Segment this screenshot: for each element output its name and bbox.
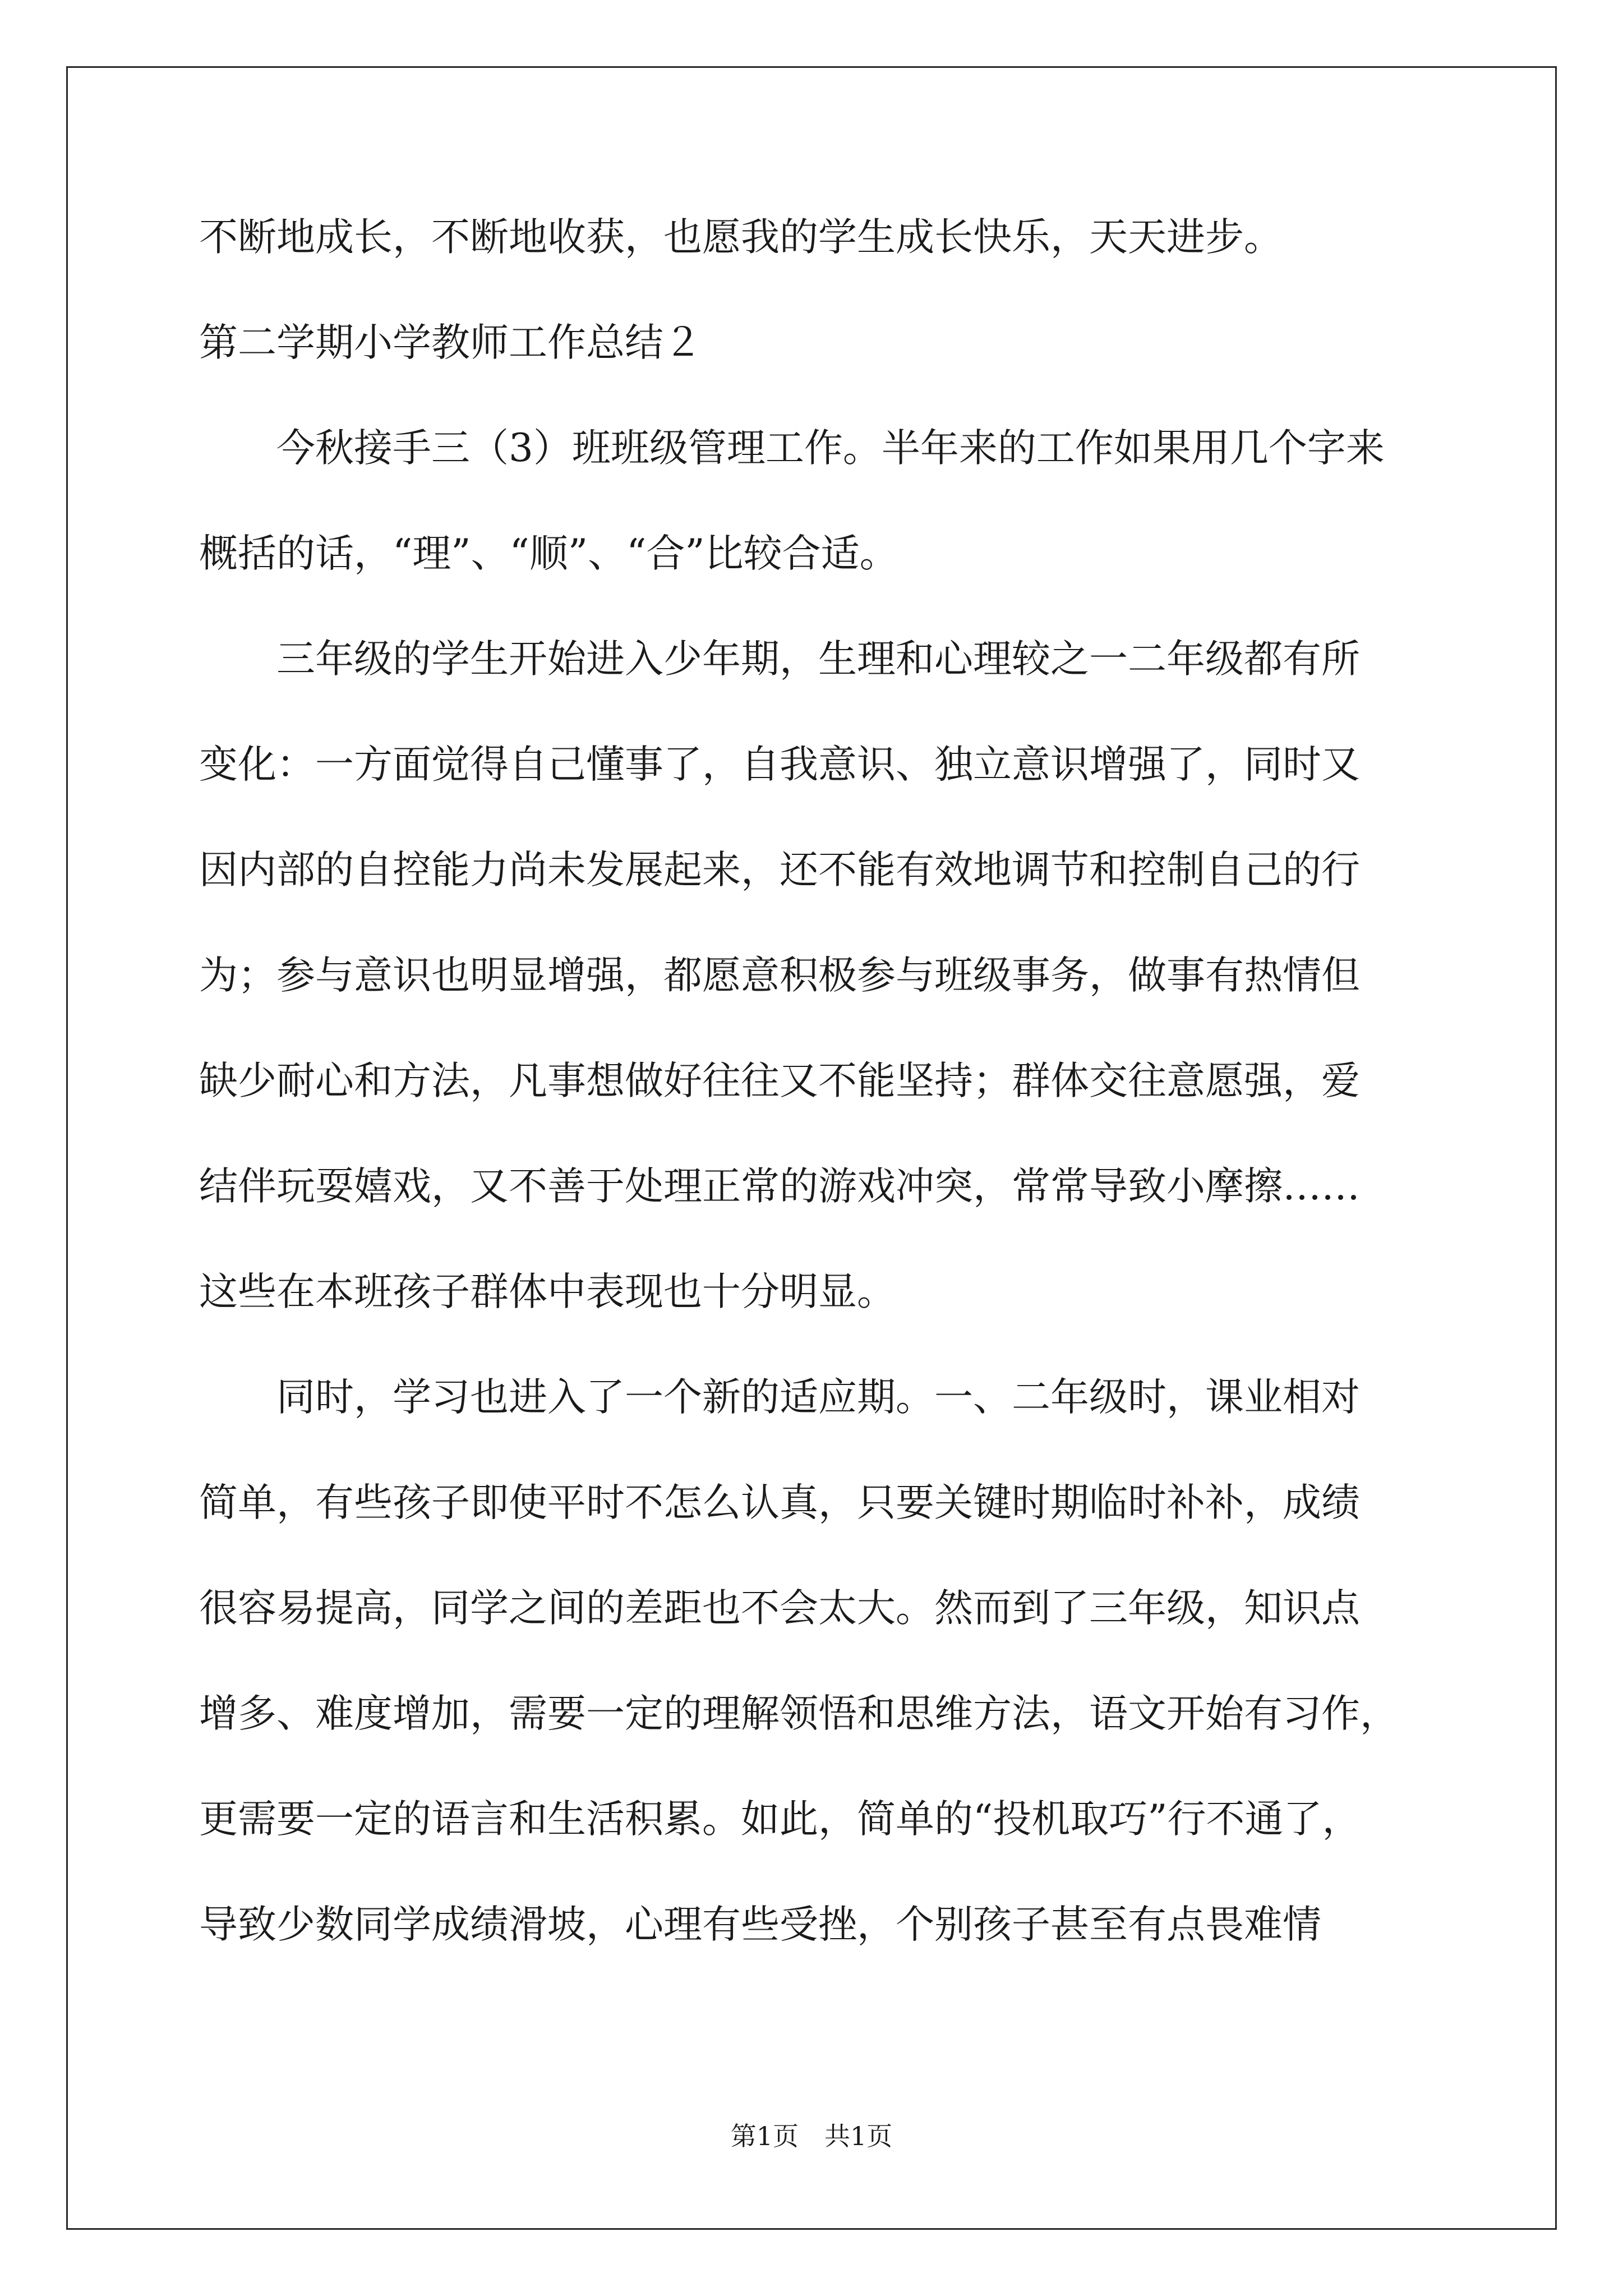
text-line: 结伴玩耍嬉戏，又不善于处理正常的游戏冲突，常常导致小摩擦…… [199, 1164, 1360, 1209]
text-line: 增多、难度增加，需要一定的理解领悟和思维方法，语文开始有习作， [199, 1691, 1399, 1736]
text-line: 这些在本班孩子群体中表现也十分明显。 [199, 1269, 896, 1314]
text-line: 不断地成长，不断地收获，也愿我的学生成长快乐，天天进步。 [199, 215, 1283, 260]
text-line: 因内部的自控能力尚未发展起来，还不能有效地调节和控制自己的行 [199, 848, 1360, 892]
text-line: 概括的话，“理”、“顺”、“合”比较合适。 [199, 531, 898, 576]
text-line: 变化：一方面觉得自己懂事了，自我意识、独立意识增强了，同时又 [199, 742, 1360, 787]
text-line: 更需要一定的语言和生活积累。如此，简单的“投机取巧”行不通了， [199, 1797, 1361, 1842]
text-line: 简单，有些孩子即使平时不怎么认真，只要关键时期临时补补，成绩 [199, 1480, 1360, 1525]
text-line: 很容易提高，同学之间的差距也不会太大。然而到了三年级，知识点 [199, 1586, 1360, 1631]
text-line: 缺少耐心和方法，凡事想做好往往又不能坚持；群体交往意愿强，爱 [199, 1059, 1360, 1103]
text-line: 三年级的学生开始进入少年期，生理和心理较之一二年级都有所 [199, 637, 1360, 682]
text-line: 今秋接手三（3）班班级管理工作。半年来的工作如果用几个字来 [199, 426, 1385, 471]
document-body [199, 210, 1433, 1952]
section-heading: 第二学期小学教师工作总结２ [199, 320, 702, 365]
text-line: 同时，学习也进入了一个新的适应期。一、二年级时，课业相对 [199, 1375, 1360, 1420]
text-line: 为；参与意识也明显增强，都愿意积极参与班级事务，做事有热情但 [199, 953, 1360, 998]
text-line: 导致少数同学成绩滑坡，心理有些受挫，个别孩子甚至有点畏难情 [199, 1902, 1321, 1947]
page-number-footer: 第1页 共1页 [730, 2121, 893, 2151]
